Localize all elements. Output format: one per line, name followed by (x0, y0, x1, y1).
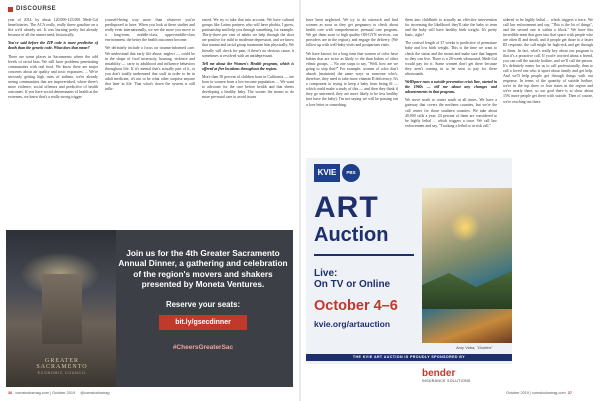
ad-ontv-label: On TV or Online (314, 279, 391, 290)
bender-logo: bender (422, 368, 456, 379)
kvie-art-auction-ad[interactable] (306, 158, 512, 387)
paragraph: More than 50 percent of children born in California — are born to women from a low-income population. ... We want to advocate for the care before health and that sheets developing a healthy baby. The sooner the moms to do more pre-natal care to avoid issues (202, 74, 294, 100)
ad-url-link[interactable]: kvie.org/artauction (314, 319, 391, 329)
left-page-number: 36 (8, 391, 13, 395)
ad-live-label: Live: (314, 268, 338, 279)
section-square-icon (8, 7, 13, 12)
right-footer-text: October 2019 | comstocksmag.com (506, 391, 566, 395)
painting-sun (450, 212, 480, 242)
paragraph: have been neglected. We try to do outreach and find women as soon as they get pregnancy to check about health care with comprehensive, prenatal care program. We get them soon to high quality OB-GYN services, our providers are in the region), and engage the delivery. (We follow up with well-baby visits and postpartum visits. (306, 18, 398, 48)
bender-subtitle: INSURANCE SOLUTIONS (422, 379, 471, 383)
left-footer-text: comstocksmag.com | October 2019 (15, 391, 76, 395)
paragraph: We definitely include a focus on trauma-informed care. We understand that early life abuse, neglect — could be in the shape of food insecurity, housing, violence and instability — carry to adulthood and influence behaviors throughout life. If it's mental that's actually part of it, or you don't totally understand that stuff in order to be in adult medicine, it's not to be what other surprise anyone that later in life. That what's down the system is still influ- (105, 46, 195, 92)
text-column-4 (306, 18, 398, 154)
ad-reserve-text: Reserve your seats: (165, 299, 241, 309)
kvie-logo: KVIE (314, 164, 340, 182)
question: You've said before the ZIP code is more predictive of death than the genetic code. What does that mean? (8, 41, 98, 51)
page-gutter (299, 0, 301, 401)
text-column-2 (105, 18, 195, 226)
painting-caption: Amy Vidra, "Golden" (456, 345, 493, 350)
photo-building (42, 274, 82, 344)
ad-art-title: ART (314, 191, 379, 224)
paragraph: The cortisol length of 37 weeks is predictive of premature baby and low birth weight. This is the time we want to check the status and the moms and make sure that happen so they can live. There is a 20-week ultrasound, Medi-Cal would pay for it. Some women don't get there because they aren't coming in to be seen to pay for these ultrasounds. (405, 41, 497, 76)
ad-copy (118, 248, 288, 351)
paragraph: We have known for a long time that women of color have babies that are twice as likely to die than babies of other ethnic groups. ... No one stops to say, "Well, how are we going to stop that?" For example, women of color don't absorb (maintain) the same ways as someone who's, therefore, they need to take more vitamin D deficiency. It's a component to trying to keep a baby from being ill — which could make a study of this — and then they think if they go untreated, they are more likely to be less healthy (not have the baby). I'm not saying we will be passing out a love letter or something. (306, 51, 398, 107)
ad-url-button[interactable]: bit.ly/gsecdinner (159, 315, 247, 330)
paragraph: There are some places in Sacramento where the odd levels of racial bias. We still have problems penetrating communities with real food. We know there are major concerns about air quality and toxic exposures. ... We're seriously getting high rates of asthma, we're already seeing communities that are impoverished, where there's more violence, social offenses and predictive of health outcomes. If you have social determinants of health at the extremes, we know that's a really strong trigger. (8, 54, 98, 100)
economic-council-ad[interactable] (6, 230, 293, 387)
ad-headline: Join us for the 4th Greater Sacramento Annual Dinner, a gathering and celebration of the region's movers and shakers presented by Moneta Ventures. (118, 248, 288, 290)
section-tag (8, 6, 56, 12)
sponsor-area (306, 364, 512, 387)
text-column-3 (202, 18, 294, 226)
paragraph: yourself-being way more than whatever you're predisposed to have. When you look at these studies and really even internationally, we see the more you move to a long-term, middle-class, upper-middle-class environment, the better the health outcomes become. (105, 18, 195, 43)
sponsor-bar: THE KVIE ART AUCTION IS PROUDLY SPONSORED BY (306, 354, 512, 361)
question: Tell me about the Women's Health program, which is offered at five locations throughout the region. (202, 61, 294, 71)
paragraph: enced. We try to take that into account. We have cultural groups like Latino partners who will have phobia, I guess, partisanship and help you through something, for example. Thirty-three per cent of adults we help through the door are positive for mild to moderate depression, and we know that trauma and racial group traumatize him physically. We literally will check for pain, if there's no obvious cause, it sometimes is resolved with an antidepressant. (202, 18, 294, 58)
question: WellSpace runs a suicide-prevention crisis line, started in the 1960s — tell me about any changes and advancements in that program. (405, 80, 497, 95)
ad-divider (314, 254, 414, 256)
paragraph: We serve north to center south at all times. We have a gateway that covers the northern counties, but we're the call center for those southern counties. We take about 40,000 calls a year; 24 percent of them are considered to be highly lethal ... which triggers a trace. We call law enforcement and say, "Tracking a lethal or at-risk call." (405, 98, 497, 128)
text-column-5 (405, 18, 497, 154)
council-logo-sub: ECONOMIC COUNCIL (37, 371, 87, 375)
paragraph: sidered to be highly lethal ... which triggers a trace. We call law enforcement and say, "This is the lot of things", and the second one is within a block." We have this incredible team that goes into that space with people who are often ill and death, and if people get those to a faster ID response, the call might be high-risk and get through to them. In fact, what's really key about our program is that it's a proactive call. If you're worried about a friend, you can call the suicide hotline, and we'll call the person. It's definitely easier for us to call professionally, than to call a loved one who is upset about family and get help. And we'll help people get through things with our response. In terms of the quantity of suicide hotline, we're in the top three or four states in the region and we're nearly there, so our goal there is to show about 15% more people get there with suicide. Then of course, we're reaching out there. (503, 18, 593, 104)
right-page-number: 37 (567, 391, 573, 395)
ad-auction-title: Auction (314, 224, 389, 246)
text-column-1 (8, 18, 98, 226)
right-footer (506, 391, 572, 395)
ad-dates: October 4–6 (314, 298, 398, 314)
council-logo (20, 358, 104, 375)
ad-painting-image (422, 188, 512, 343)
pbs-logo: PBS (342, 164, 360, 182)
left-footer-social: @comstocksmag (80, 391, 110, 395)
paragraph: them into childbirth to actually an effective intervention for increasing the likelihood they'll take the baby to term and the baby will have healthy birth weight. It's pretty basic, right? (405, 18, 497, 38)
ad-hashtag: #CheersGreaterSac (172, 343, 234, 351)
council-logo-name: GREATER SACRAMENTO (36, 358, 88, 370)
left-footer (8, 391, 110, 395)
painting-hills (422, 269, 512, 309)
text-column-6 (503, 18, 593, 386)
paragraph: year of 2014, by about 120,000-125,000 Medi-Cal beneficiaries. The ACA really, really threw gasoline on a fire we'd already set. It was burning pretty hot already because of all the unmet need, historically. (8, 18, 98, 38)
section-label: DISCOURSE (16, 6, 57, 12)
